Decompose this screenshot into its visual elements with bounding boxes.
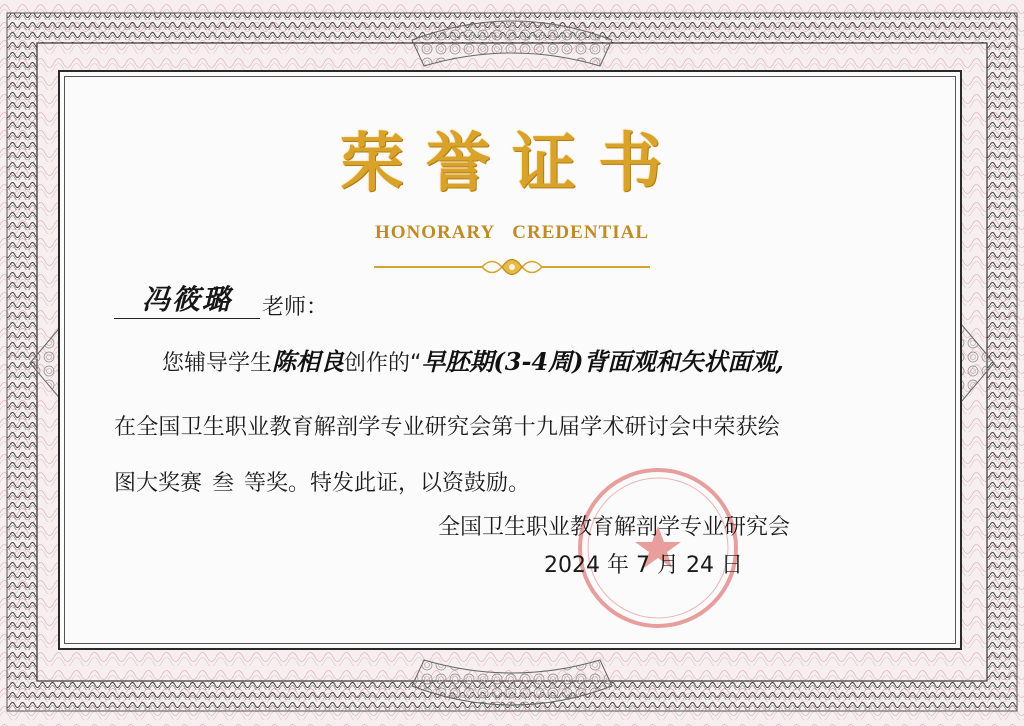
work-title: 早胚期(3-4周)背面观和矢状面观,	[421, 347, 784, 376]
issuer-name: 全国卫生职业教育解剖学专业研究会	[438, 515, 791, 540]
certificate-title: 荣誉证书	[340, 126, 684, 201]
body-line-3-prefix: 图大奖赛	[114, 471, 203, 496]
issue-date: 2024 年 7 月 24 日	[544, 553, 743, 578]
salutation: 老师：	[262, 295, 329, 320]
award-level: 叁	[212, 471, 235, 496]
body-line-3	[114, 466, 530, 497]
body-line-1-mid: 创作的“	[344, 351, 422, 376]
body-line-1	[162, 342, 784, 377]
gold-divider-ornament-icon	[374, 252, 650, 282]
body-line-3-suffix: 等奖。特发此证，以资鼓励。	[244, 471, 531, 496]
certificate-subtitle: HONORARY CREDENTIAL	[374, 222, 649, 243]
student-name: 陈相良	[272, 347, 345, 376]
body-line-1-prefix: 您辅导学生	[162, 351, 273, 376]
body-line-2: 在全国卫生职业教育解剖学专业研究会第十九届学术研讨会中荣获绘	[114, 415, 781, 440]
recipient-name: 冯筱璐	[114, 282, 260, 319]
